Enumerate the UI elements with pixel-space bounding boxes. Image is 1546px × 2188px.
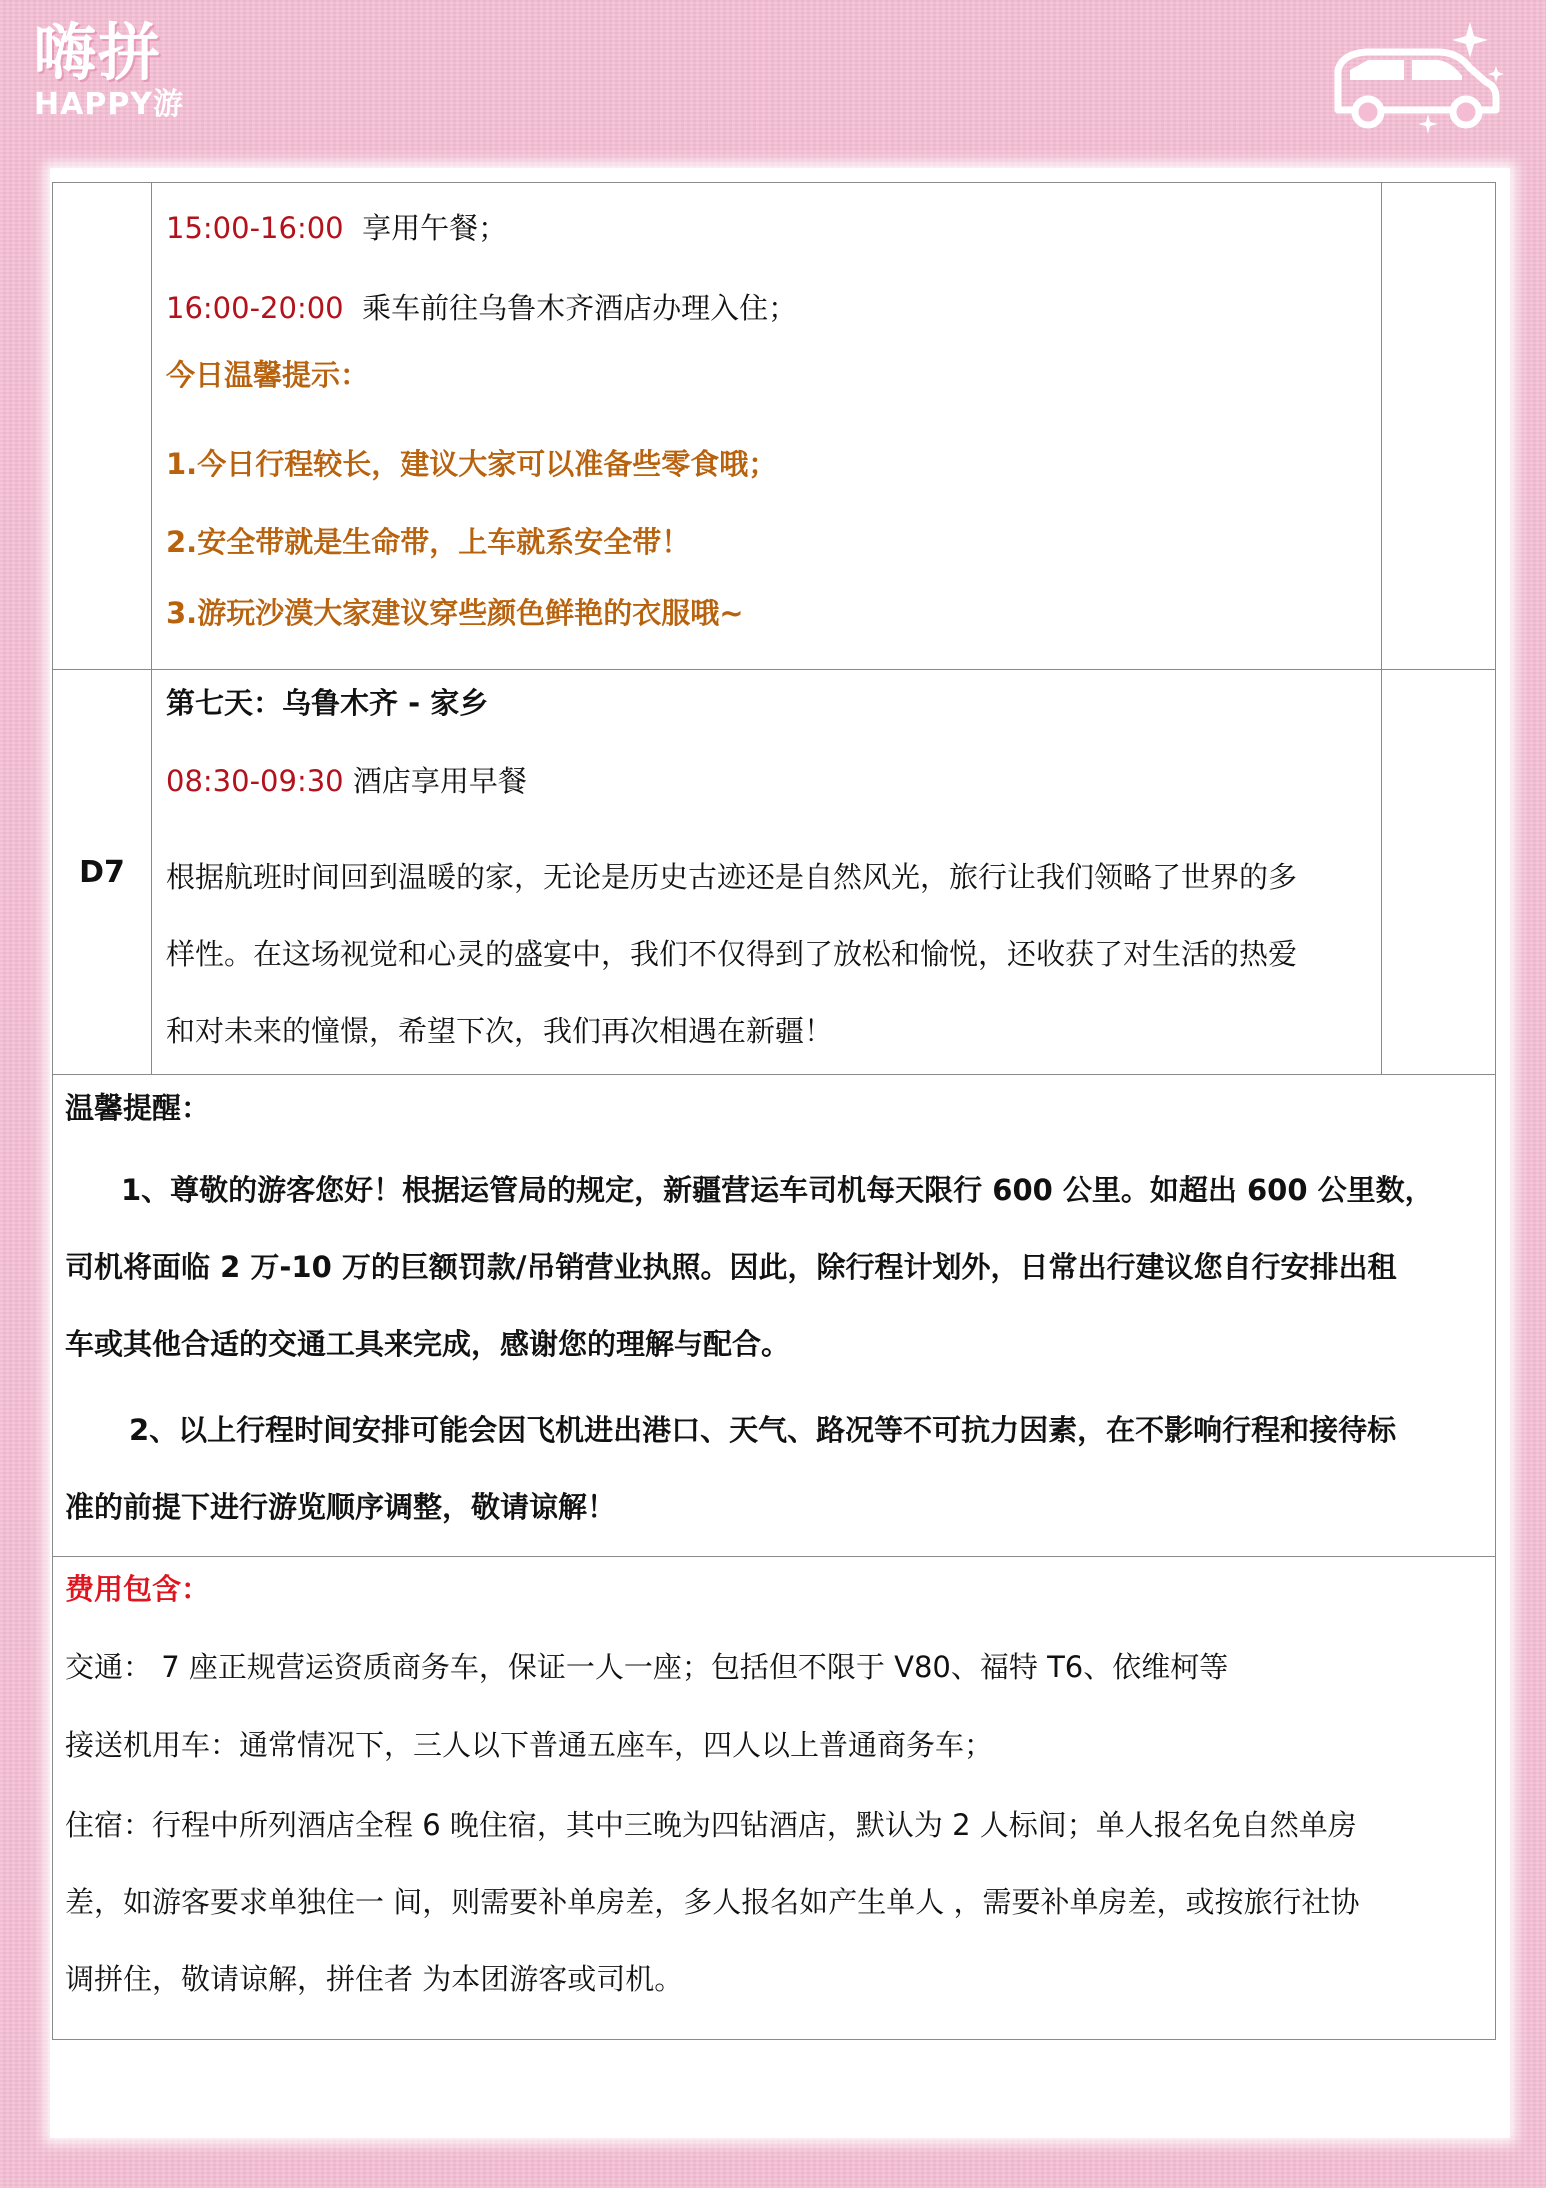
lodging-line: 调拼住，敬请谅解，拼住者 为本团游客或司机。 — [65, 1962, 684, 1996]
paragraph-line: 和对未来的憧憬，希望下次，我们再次相遇在新疆！ — [166, 1014, 834, 1048]
fee-transport: 交通： 7 座正规营运资质商务车，保证一人一座；包括但不限于 V80、福特 T6、依维柯等 — [65, 1650, 1229, 1684]
reminder-title: 温馨提醒： — [65, 1091, 211, 1125]
reminder-line: 2、以上行程时间安排可能会因飞机进出港口、天气、路况等不可抗力因素，在不影响行程和接待标 — [129, 1413, 1397, 1447]
fees-row — [53, 1557, 1496, 2040]
tip-item: 3.游玩沙漠大家建议穿些颜色鲜艳的衣服哦~ — [166, 596, 744, 630]
schedule-line — [166, 288, 1369, 328]
day-summary-paragraph — [166, 839, 1369, 1070]
activity-text: 乘车前往乌鲁木齐酒店办理入住； — [362, 291, 798, 325]
reminder-item-2 — [65, 1392, 1495, 1546]
day7-row — [53, 670, 1496, 1075]
fees-cell — [53, 1557, 1496, 2040]
reminder-line: 1、尊敬的游客您好！根据运管局的规定，新疆营运车司机每天限行 600 公里。如超出 600 公里数， — [121, 1173, 1434, 1207]
reminder-line: 准的前提下进行游览顺序调整，敬请谅解！ — [65, 1490, 617, 1524]
day-label: D7 — [53, 670, 152, 1075]
time-range: 15:00-16:00 — [166, 211, 344, 245]
paragraph-line: 根据航班时间回到温暖的家，无论是历史古迹还是自然风光，旅行让我们领略了世界的多 — [166, 860, 1298, 894]
itinerary-table — [52, 182, 1496, 2040]
paragraph-line: 样性。在这场视觉和心灵的盛宴中，我们不仅得到了放松和愉悦，还收获了对生活的热爱 — [166, 937, 1298, 971]
day6-continued-row — [53, 183, 1496, 670]
lodging-line: 差，如游客要求单独住一 间，则需要补单房差，多人报名如产生单人 ，需要补单房差，或按旅行社协 — [65, 1885, 1360, 1919]
day-cell-empty — [53, 183, 152, 670]
reminder-row — [53, 1075, 1496, 1557]
tips-title: 今日温馨提示： — [166, 358, 370, 392]
logo-sub-text: HAPPY游 — [34, 87, 185, 122]
reminder-item-1 — [65, 1152, 1495, 1383]
time-range: 08:30-09:30 — [166, 764, 344, 798]
schedule-cell — [152, 183, 1382, 670]
day-title: 第七天：乌鲁木齐 - 家乡 — [166, 686, 489, 720]
time-range: 16:00-20:00 — [166, 291, 344, 325]
tip-item: 2.安全带就是生命带，上车就系安全带！ — [166, 525, 691, 559]
reminder-line: 车或其他合适的交通工具来完成，感谢您的理解与配合。 — [65, 1327, 791, 1361]
itinerary-page — [50, 168, 1510, 2138]
notes-cell-empty — [1382, 183, 1496, 670]
schedule-line — [166, 208, 1369, 248]
fee-pickup: 接送机用车：通常情况下，三人以下普通五座车，四人以上普通商务车； — [65, 1728, 994, 1762]
fee-lodging — [65, 1787, 1495, 2018]
lodging-line: 住宿：行程中所列酒店全程 6 晚住宿，其中三晚为四钻酒店，默认为 2 人标间；单人报名免自然单房 — [65, 1808, 1357, 1842]
activity-text: 酒店享用早餐 — [352, 764, 527, 798]
activity-text: 享用午餐； — [362, 211, 508, 245]
reminder-line: 司机将面临 2 万-10 万的巨额罚款/吊销营业执照。因此，除行程计划外，日常出行建议您自行安排出租 — [65, 1250, 1397, 1284]
logo-main-text: 嗨拼 — [34, 16, 163, 89]
van-icon — [1320, 10, 1520, 150]
schedule-line — [166, 761, 1369, 801]
tip-item: 1.今日行程较长，建议大家可以准备些零食哦； — [166, 447, 778, 481]
reminder-cell — [53, 1075, 1496, 1557]
notes-cell-empty — [1382, 670, 1496, 1075]
fees-title: 费用包含： — [65, 1572, 211, 1606]
brand-logo — [34, 18, 234, 138]
schedule-cell — [152, 670, 1382, 1075]
